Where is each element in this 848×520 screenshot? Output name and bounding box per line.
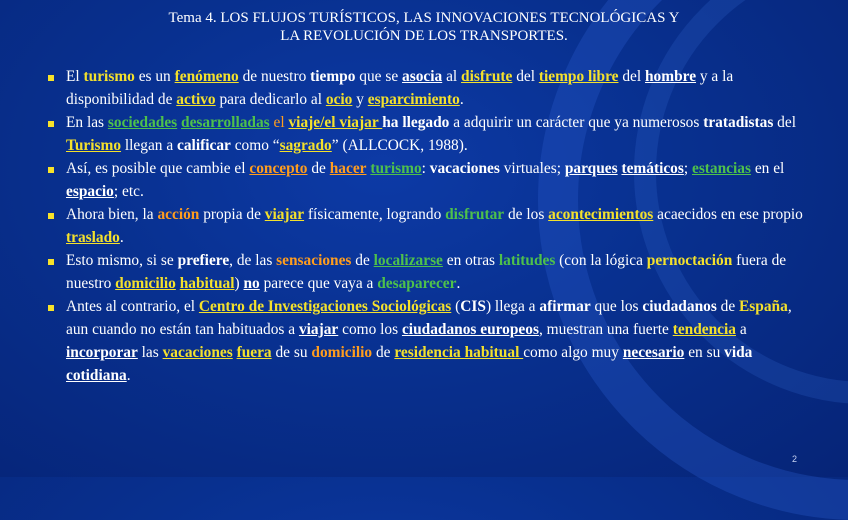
bullet-text-segment: como algo muy bbox=[523, 344, 623, 362]
bullet-text-segment: hombre bbox=[645, 68, 697, 85]
bullet-text-segment: pernoctación bbox=[646, 252, 733, 270]
bullet-text-segment: hacer bbox=[329, 160, 367, 178]
bullet-text-segment: ciudadanos bbox=[642, 298, 717, 316]
bullet-text-segment: parece que vaya a bbox=[259, 275, 378, 293]
bullet-text-segment: residencia habitual bbox=[394, 344, 524, 362]
bullet-text-segment: virtuales; bbox=[499, 160, 565, 178]
bullet-text-segment: de su bbox=[271, 344, 312, 362]
bullet-text-segment: viajar bbox=[298, 321, 339, 339]
bullet-text-segment: sagrado bbox=[279, 136, 332, 154]
bullet-text-segment: ocio bbox=[325, 90, 353, 108]
bullet-text-segment: en el bbox=[750, 160, 785, 178]
bullet-text-segment: es un bbox=[134, 68, 175, 85]
bullet-text-segment: espacio bbox=[66, 182, 114, 200]
bullet-text-segment: latitudes bbox=[498, 252, 556, 270]
bullet-text-segment: vacaciones bbox=[162, 344, 233, 362]
bullet-text-segment: turismo bbox=[370, 160, 422, 178]
slide-title-line-2: LA REVOLUCIÓN DE LOS TRANSPORTES. bbox=[280, 28, 568, 44]
bullet-text-segment: concepto bbox=[249, 160, 308, 178]
bullet-list bbox=[46, 66, 812, 388]
bullet-text-segment: a adquirir un carácter que ya numerosos bbox=[449, 114, 704, 132]
bullet-text-segment: en otras bbox=[442, 252, 499, 270]
bullet-text-segment: habitual bbox=[179, 275, 235, 293]
bullet-text-segment: ciudadanos europeos bbox=[401, 321, 539, 339]
square-bullet-icon bbox=[48, 121, 54, 127]
bullet-text-segment: traslado bbox=[66, 229, 120, 247]
bullet-text-segment: que los bbox=[590, 298, 643, 316]
bullet-text-segment: y bbox=[352, 90, 368, 108]
bullet-text-segment: , de las bbox=[229, 252, 277, 270]
bullet-text-segment: acontecimientos bbox=[548, 206, 654, 224]
bullet-text-segment: del bbox=[773, 114, 796, 132]
bullet-text-segment: ( bbox=[451, 298, 461, 316]
bullet-text-segment: esparcimiento bbox=[367, 90, 460, 108]
bullet-text-segment: sociedades bbox=[107, 114, 178, 132]
bullet-text-segment: vacaciones bbox=[429, 160, 500, 178]
square-bullet-icon bbox=[48, 305, 54, 311]
bullet-text-segment: turismo bbox=[83, 68, 135, 85]
bullet-text-segment: estancias bbox=[691, 160, 751, 178]
page-number: 2 bbox=[792, 454, 798, 464]
bullet-text-segment: necesario bbox=[622, 344, 685, 362]
bullet-text-segment: no bbox=[243, 275, 260, 293]
bullet-text-segment: del bbox=[512, 68, 539, 85]
bullet-text-segment: Así, es posible que cambie el bbox=[66, 160, 250, 178]
bullet-text-segment: Esto mismo, si se bbox=[66, 252, 178, 270]
bullet-text-segment: de bbox=[716, 298, 740, 316]
bullet-text-segment: calificar bbox=[177, 136, 231, 154]
bullet-text-segment: tratadistas bbox=[703, 114, 774, 132]
bullet-text-segment: , aun cuando no están tan habituados a bbox=[66, 298, 792, 339]
square-bullet-icon bbox=[48, 259, 54, 265]
bullet-text-segment: afirmar bbox=[539, 298, 591, 316]
bullet-text-segment: Turismo bbox=[66, 136, 122, 154]
bullet-text-segment: sensaciones bbox=[276, 252, 352, 270]
bullet-item bbox=[46, 66, 812, 112]
bullet-text-segment: . bbox=[459, 90, 464, 108]
bullet-item bbox=[46, 112, 812, 158]
bullet-text-segment: (con la lógica bbox=[555, 252, 647, 270]
bullet-text-segment: ) llega a bbox=[485, 298, 540, 316]
square-bullet-icon bbox=[48, 75, 54, 81]
bullet-text-segment: de nuestro bbox=[238, 68, 311, 85]
bullet-text-segment: en su bbox=[684, 344, 725, 362]
bullet-text-segment: de bbox=[351, 252, 374, 270]
bullet-text-segment: activo bbox=[176, 90, 216, 108]
bullet-text-segment: fenómeno bbox=[174, 68, 239, 85]
bullet-text-segment: . bbox=[126, 366, 131, 384]
bullet-text-segment: físicamente, logrando bbox=[304, 206, 446, 224]
square-bullet-icon bbox=[48, 167, 54, 173]
bullet-text-segment: tiempo libre bbox=[538, 68, 619, 85]
bullet-text-segment: desaparecer bbox=[377, 275, 457, 293]
bullet-text-segment: CIS bbox=[460, 298, 486, 316]
bullet-text-segment: tiempo bbox=[310, 68, 356, 85]
square-bullet-icon bbox=[48, 213, 54, 219]
bullet-text-segment: vida bbox=[724, 344, 753, 362]
bullet-text-segment: : bbox=[421, 160, 430, 178]
bullet-text-segment: disfrutar bbox=[445, 206, 505, 224]
bullet-text-segment: El bbox=[66, 68, 84, 85]
bullet-text-segment: viajar bbox=[264, 206, 305, 224]
bullet-text-segment: domicilio bbox=[311, 344, 373, 362]
bullet-text-segment: España bbox=[739, 298, 788, 316]
bullet-text-segment: que se bbox=[355, 68, 403, 85]
bullet-text-segment: ) bbox=[234, 275, 244, 293]
bullet-text-segment: prefiere bbox=[177, 252, 230, 270]
bullet-text-segment: disfrute bbox=[461, 68, 513, 85]
bullet-text-segment: al bbox=[442, 68, 462, 85]
bullet-text-segment: propia de bbox=[199, 206, 265, 224]
bullet-text-segment: de los bbox=[504, 206, 549, 224]
bullet-text-segment: Centro de Investigaciones Sociológicas bbox=[198, 298, 452, 316]
bullet-text-segment: como “ bbox=[230, 136, 280, 154]
bullet-text-segment: viaje/el viajar bbox=[288, 114, 383, 132]
bullet-text-segment: . bbox=[119, 229, 124, 247]
bullet-text-segment: tendencia bbox=[672, 321, 736, 339]
slide-title-line-1: Tema 4. LOS FLUJOS TURÍSTICOS, LAS INNOVACIONES TECNOLÓGICAS Y bbox=[168, 10, 680, 26]
bullet-text-segment: desarrolladas bbox=[181, 114, 270, 132]
bullet-text-segment: Antes al contrario, el bbox=[66, 298, 199, 316]
bullet-text-segment: acción bbox=[157, 206, 200, 224]
bullet-text-segment: a bbox=[736, 321, 747, 339]
bullet-text-segment: de bbox=[372, 344, 395, 362]
bullet-text-segment: de bbox=[307, 160, 330, 178]
bullet-item bbox=[46, 204, 812, 250]
bullet-text-segment: cotidiana bbox=[66, 366, 127, 384]
bullet-text-segment: domicilio bbox=[115, 275, 176, 293]
bullet-item bbox=[46, 296, 812, 387]
bullet-text-segment: del bbox=[618, 68, 645, 85]
bullet-text-segment: acaecidos en ese propio bbox=[653, 206, 803, 224]
bullet-text-segment: En las bbox=[66, 114, 108, 132]
bullet-text-segment: temáticos bbox=[621, 160, 684, 178]
bullet-text-segment: parques bbox=[564, 160, 618, 178]
bullet-item bbox=[46, 158, 812, 204]
bullet-text-segment: las bbox=[137, 344, 163, 362]
bullet-text-segment: asocia bbox=[402, 68, 443, 85]
bullet-text-segment: . bbox=[456, 275, 461, 293]
bullet-item bbox=[46, 250, 812, 296]
bullet-text-segment: fuera de nuestro bbox=[66, 252, 787, 293]
bullet-text-segment: para dedicarlo al bbox=[215, 90, 326, 108]
bullet-text-segment: y a la disponibilidad de bbox=[66, 68, 734, 108]
bullet-text-segment: fuera bbox=[236, 344, 272, 362]
bullet-text-segment: , muestran una fuerte bbox=[538, 321, 673, 339]
bullet-text-segment: ” (ALLCOCK, 1988). bbox=[331, 136, 468, 154]
bullet-text-segment: localizarse bbox=[373, 252, 443, 270]
bullet-text-segment: ; bbox=[683, 160, 692, 178]
bullet-text-segment: ; etc. bbox=[113, 182, 144, 200]
slide-title bbox=[0, 9, 848, 45]
bullet-text-segment: el bbox=[269, 114, 289, 132]
bullet-text-segment: incorporar bbox=[66, 344, 138, 362]
bullet-text-segment: ha llegado bbox=[382, 114, 450, 132]
bullet-text-segment: como los bbox=[338, 321, 402, 339]
bullet-text-segment: llegan a bbox=[121, 136, 178, 154]
bullet-text-segment: Ahora bien, la bbox=[66, 206, 158, 224]
